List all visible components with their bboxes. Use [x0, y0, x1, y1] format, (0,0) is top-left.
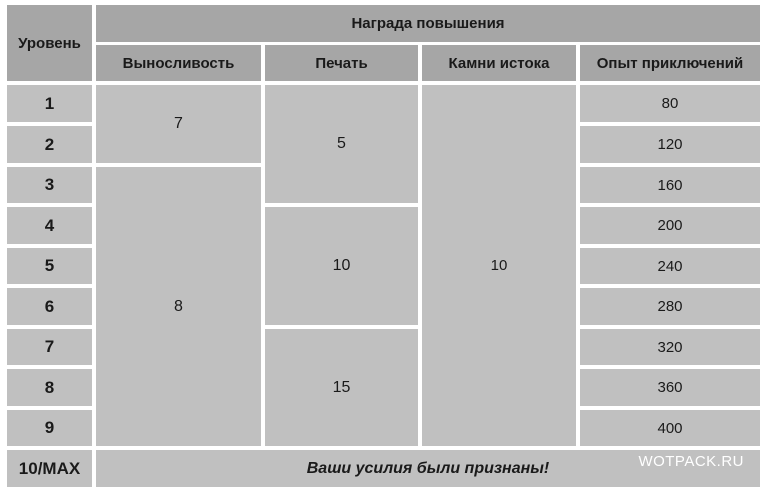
endurance-value: 7	[96, 85, 261, 163]
level-cell: 2	[7, 126, 92, 163]
adventure-xp-value: 280	[580, 288, 760, 325]
level-cell: 3	[7, 167, 92, 203]
seal-value: 10	[265, 207, 418, 325]
level-cell: 8	[7, 369, 92, 406]
header-adventure-xp: Опыт приключений	[580, 45, 760, 81]
adventure-xp-value: 320	[580, 329, 760, 365]
header-level: Уровень	[7, 5, 92, 81]
level-cell: 1	[7, 85, 92, 122]
source-stones-value: 10	[422, 85, 576, 446]
header-source-stones: Камни истока	[422, 45, 576, 81]
header-endurance: Выносливость	[96, 45, 261, 81]
seal-value: 15	[265, 329, 418, 446]
level-cell-max: 10/MAX	[7, 450, 92, 487]
level-cell: 5	[7, 248, 92, 284]
header-reward: Награда повышения	[96, 5, 760, 42]
seal-value: 5	[265, 85, 418, 203]
adventure-xp-value: 200	[580, 207, 760, 244]
max-level-message: Ваши усилия были признаны!	[96, 450, 760, 487]
adventure-xp-value: 360	[580, 369, 760, 406]
adventure-xp-value: 80	[580, 85, 760, 122]
level-cell: 9	[7, 410, 92, 446]
adventure-xp-value: 240	[580, 248, 760, 284]
adventure-xp-value: 120	[580, 126, 760, 163]
level-cell: 7	[7, 329, 92, 365]
endurance-value: 8	[96, 167, 261, 446]
adventure-xp-value: 400	[580, 410, 760, 446]
header-seal: Печать	[265, 45, 418, 81]
adventure-xp-value: 160	[580, 167, 760, 203]
level-cell: 4	[7, 207, 92, 244]
watermark: WOTPACK.RU	[638, 453, 744, 470]
level-cell: 6	[7, 288, 92, 325]
